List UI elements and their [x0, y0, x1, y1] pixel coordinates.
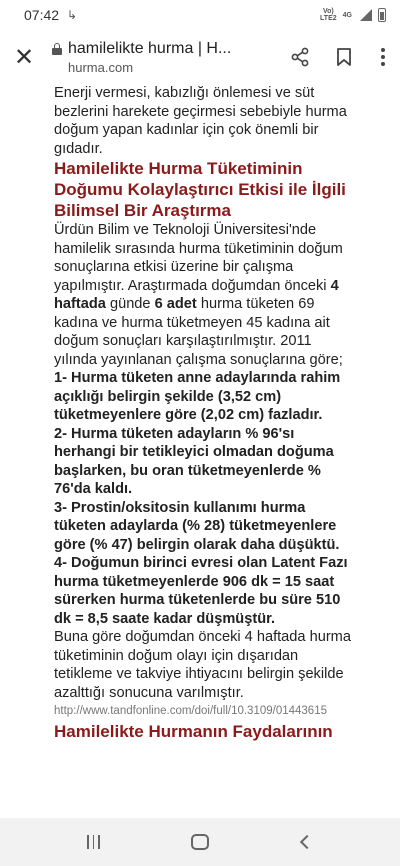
share-icon [290, 47, 310, 67]
finding-item-3: 3- Prostin/oksitosin kullanımı hurma tüketen adaylarda (% 28) tüketmeyenlere göre (% 47) belirgin olarak daha düşüktü. [54, 499, 340, 553]
section-heading-2: Hamilelikte Hurmanın Faydalarının [54, 721, 333, 741]
more-options-button[interactable] [366, 30, 400, 84]
status-bar [0, 0, 400, 30]
finding-item-4: 4- Doğumun birinci evresi olan Latent Fazı hurma tüketmeyenlerde 906 dk = 15 saat sürerken hurma tüketenlerde bu süre 510 dk = 8,5 saate kadar düşmüştür. [54, 555, 348, 627]
lock-icon [52, 43, 62, 55]
intro-paragraph: Enerji vermesi, kabızlığı önlemesi ve süt bezlerini harekete geçirmesi sebebiyle hurma doğum yapan kadınlar için çok önemli bir gıdadır. [54, 85, 347, 157]
home-icon [191, 834, 209, 850]
browser-toolbar [0, 30, 400, 84]
close-button[interactable]: ✕ [13, 43, 35, 71]
back-button[interactable] [277, 818, 337, 866]
page-host: hurma.com [68, 59, 134, 75]
network-indicator: Vo) LTE2 [320, 8, 337, 22]
section-heading: Hamilelikte Hurma Tüketiminin Doğumu Kolaylaştırıcı Etkisi ile İlgili Bilimsel Bir Araştırma [54, 159, 346, 220]
signal-icon [358, 9, 372, 21]
finding-item-1: 1- Hurma tüketen anne adaylarında rahim açıklığı belirgin şekilde (3,52 cm) tüketmeyenlere göre (2,02 cm) fazladır. [54, 370, 341, 423]
back-icon [300, 835, 314, 849]
share-button[interactable] [278, 30, 322, 84]
home-button[interactable] [170, 818, 230, 866]
recent-apps-icon [87, 835, 100, 849]
network-type: 4G [342, 11, 352, 19]
finding-item-2: 2- Hurma tüketen adayların % 96'sı herhangi bir tetikleyici olmadan doğuma başlarken, bu oran tüketmeyenlerde % 76'da kaldı. [54, 425, 334, 497]
url-area[interactable] [48, 40, 278, 75]
bookmark-button[interactable] [322, 30, 366, 84]
status-indicators [320, 8, 386, 22]
more-vert-icon [381, 48, 385, 66]
article-content[interactable] [0, 84, 400, 818]
page-title: hamilelikte hurma | H... [68, 39, 232, 57]
status-time: 07:42 [24, 7, 60, 23]
conclusion-paragraph: Buna göre doğumdan önceki 4 haftada hurma tüketiminin doğum olayı için dışarıdan tetikleme ve takviye ihtiyacını belirgin şekilde azalttığı sonucuna varılmıştır. [54, 629, 351, 701]
battery-icon [378, 8, 386, 22]
recent-apps-button[interactable] [63, 818, 123, 866]
call-forward-icon: ↳ [67, 8, 78, 22]
study-paragraph: Ürdün Bilim ve Teknoloji Üniversitesi'nde hamilelik sırasında hurma tüketiminin doğum sonuçlarına etkisi üzerine bir çalışma yapılmıştır. Araştırmada doğumdan önceki 4 haftada günde 6 adet hurma tüketen 69 kadına ve hurma tüketmeyen 45 kadına ait doğum sonuçları karşılaştırılmıştır. 2011 yılında yayınlanan çalışma sonuçlarına göre; [54, 222, 343, 368]
bookmark-icon [336, 47, 352, 67]
system-nav-bar [0, 818, 400, 866]
source-link[interactable]: http://www.tandfonline.com/doi/full/10.3109/01443615 [54, 705, 327, 717]
